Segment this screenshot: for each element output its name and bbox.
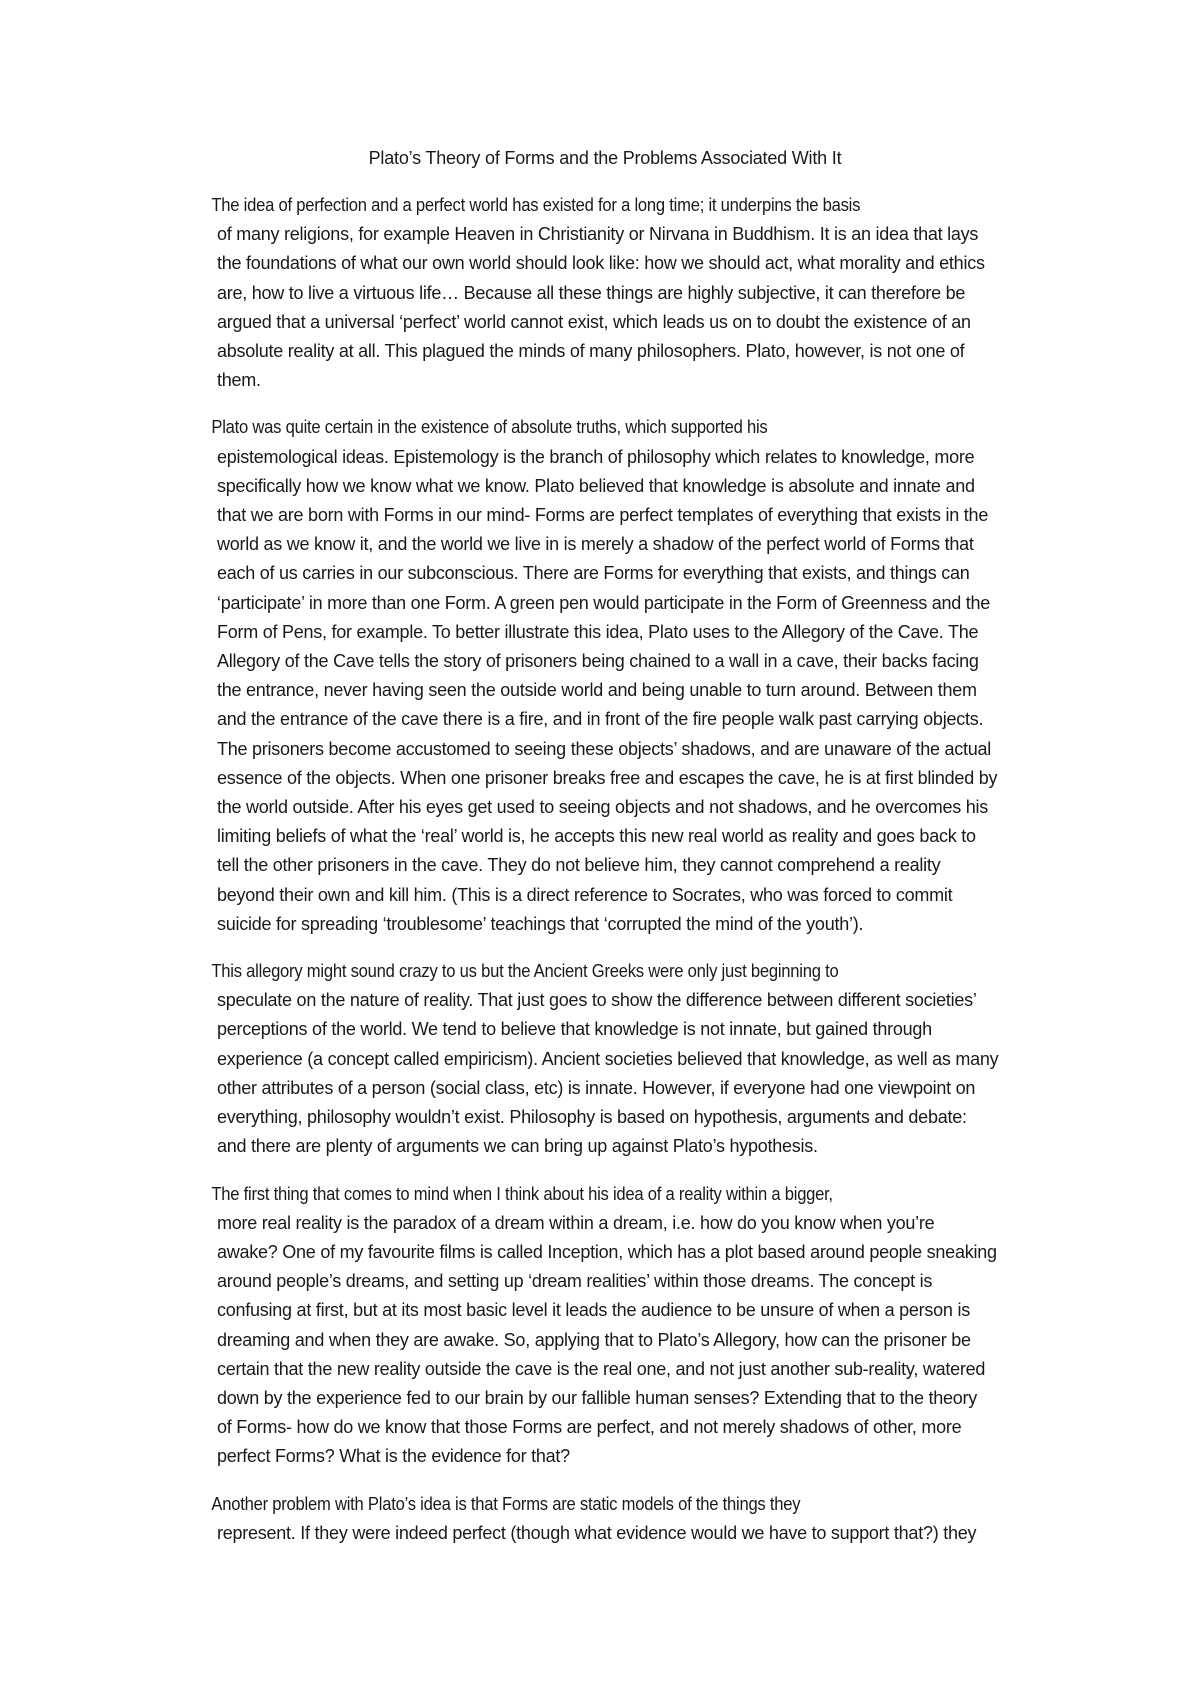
text-line: perceptions of the world. We tend to believe that knowledge is not innate, but gained through bbox=[217, 1019, 932, 1040]
text-line: The first thing that comes to mind when I think about his idea of a reality within a bigger, bbox=[211, 1183, 833, 1204]
text-line: Plato was quite certain in the existence of absolute truths, which supported his bbox=[211, 417, 768, 438]
text-line: speculate on the nature of reality. That just goes to show the difference between different societies’ bbox=[217, 990, 977, 1011]
paragraph-5 bbox=[145, 1490, 1065, 1548]
text-line: them. bbox=[217, 370, 261, 391]
text-line: beyond their own and kill him. (This is a direct reference to Socrates, who was forced to commit bbox=[217, 884, 953, 905]
text-line: Form of Pens, for example. To better illustrate this idea, Plato uses to the Allegory of the Cave. The bbox=[217, 621, 979, 642]
text-line: other attributes of a person (social class, etc) is innate. However, if everyone had one viewpoint on bbox=[217, 1077, 976, 1098]
text-line: limiting beliefs of what the ‘real’ world is, he accepts this new real world as reality and goes back to bbox=[217, 826, 976, 847]
paragraph-3 bbox=[145, 957, 1065, 1161]
text-line: suicide for spreading ‘troublesome’ teachings that ‘corrupted the mind of the youth’). bbox=[217, 913, 864, 934]
text-line: awake? One of my favourite films is called Inception, which has a plot based around people sneaking bbox=[217, 1241, 997, 1262]
paragraph-1 bbox=[145, 191, 1065, 395]
text-line: each of us carries in our subconscious. There are Forms for everything that exists, and things can bbox=[217, 563, 970, 584]
text-line: the foundations of what our own world should look like: how we should act, what morality and ethics bbox=[217, 253, 985, 274]
text-line: epistemological ideas. Epistemology is the branch of philosophy which relates to knowledge, more bbox=[217, 446, 975, 467]
text-line: The prisoners become accustomed to seeing these objects’ shadows, and are unaware of the actual bbox=[217, 738, 992, 759]
text-line: and there are plenty of arguments we can bring up against Plato’s hypothesis. bbox=[217, 1136, 818, 1157]
text-line: the world outside. After his eyes get used to seeing objects and not shadows, and he overcomes his bbox=[217, 797, 988, 818]
text-line: represent. If they were indeed perfect (though what evidence would we have to support that?) they bbox=[217, 1522, 977, 1543]
text-line: and the entrance of the cave there is a fire, and in front of the fire people walk past carrying objects. bbox=[217, 709, 984, 730]
text-line: certain that the new reality outside the cave is the real one, and not just another sub-reality, watered bbox=[217, 1358, 986, 1379]
text-line: confusing at first, but at its most basic level it leads the audience to be unsure of when a person is bbox=[217, 1300, 970, 1321]
text-line: everything, philosophy wouldn’t exist. Philosophy is based on hypothesis, arguments and debate: bbox=[217, 1107, 967, 1128]
text-line: argued that a universal ‘perfect’ world cannot exist, which leads us on to doubt the existence of an bbox=[217, 311, 971, 332]
text-line: absolute reality at all. This plagued the minds of many philosophers. Plato, however, is not one of bbox=[217, 341, 965, 362]
text-line: experience (a concept called empiricism). Ancient societies believed that knowledge, as well as many bbox=[217, 1048, 999, 1069]
text-line: of Forms- how do we know that those Forms are perfect, and not merely shadows of other, more bbox=[217, 1417, 962, 1438]
text-line: specifically how we know what we know. Plato believed that knowledge is absolute and innate and bbox=[217, 475, 975, 496]
text-line: The idea of perfection and a perfect world has existed for a long time; it underpins the basis bbox=[211, 195, 861, 215]
text-line: the entrance, never having seen the outside world and being unable to turn around. Between them bbox=[217, 680, 977, 701]
text-line: perfect Forms? What is the evidence for that? bbox=[217, 1446, 570, 1467]
text-line: Allegory of the Cave tells the story of prisoners being chained to a wall in a cave, their backs facing bbox=[217, 651, 979, 672]
text-line: that we are born with Forms in our mind- Forms are perfect templates of everything that exists in the bbox=[217, 505, 989, 526]
text-line: of many religions, for example Heaven in Christianity or Nirvana in Buddhism. It is an idea that lays bbox=[217, 224, 979, 245]
text-line: world as we know it, and the world we live in is merely a shadow of the perfect world of Forms that bbox=[217, 534, 974, 555]
paragraph-4 bbox=[145, 1180, 1065, 1472]
text-line: around people’s dreams, and setting up ‘dream realities’ within those dreams. The concept is bbox=[217, 1271, 933, 1292]
text-line: down by the experience fed to our brain by our fallible human senses? Extending that to the theory bbox=[217, 1387, 977, 1408]
text-line: Another problem with Plato’s idea is that Forms are static models of the things they bbox=[211, 1493, 801, 1514]
text-line: more real reality is the paradox of a dream within a dream, i.e. how do you know when you’re bbox=[217, 1212, 935, 1233]
text-line: This allegory might sound crazy to us but the Ancient Greeks were only just beginning to bbox=[211, 961, 839, 982]
text-line: are, how to live a virtuous life… Because all these things are highly subjective, it can therefore be bbox=[217, 282, 966, 303]
text-line: tell the other prisoners in the cave. They do not believe him, they cannot comprehend a reality bbox=[217, 855, 941, 876]
text-line: essence of the objects. When one prisoner breaks free and escapes the cave, he is at first blinded by bbox=[217, 767, 998, 788]
paragraph-2 bbox=[145, 413, 1065, 939]
text-line: ‘participate’ in more than one Form. A green pen would participate in the Form of Greenness and the bbox=[217, 592, 991, 613]
document-body bbox=[145, 144, 1065, 1548]
document-title: Plato’s Theory of Forms and the Problems Associated With It bbox=[368, 148, 842, 168]
text-line: dreaming and when they are awake. So, applying that to Plato’s Allegory, how can the prisoner be bbox=[217, 1329, 971, 1350]
